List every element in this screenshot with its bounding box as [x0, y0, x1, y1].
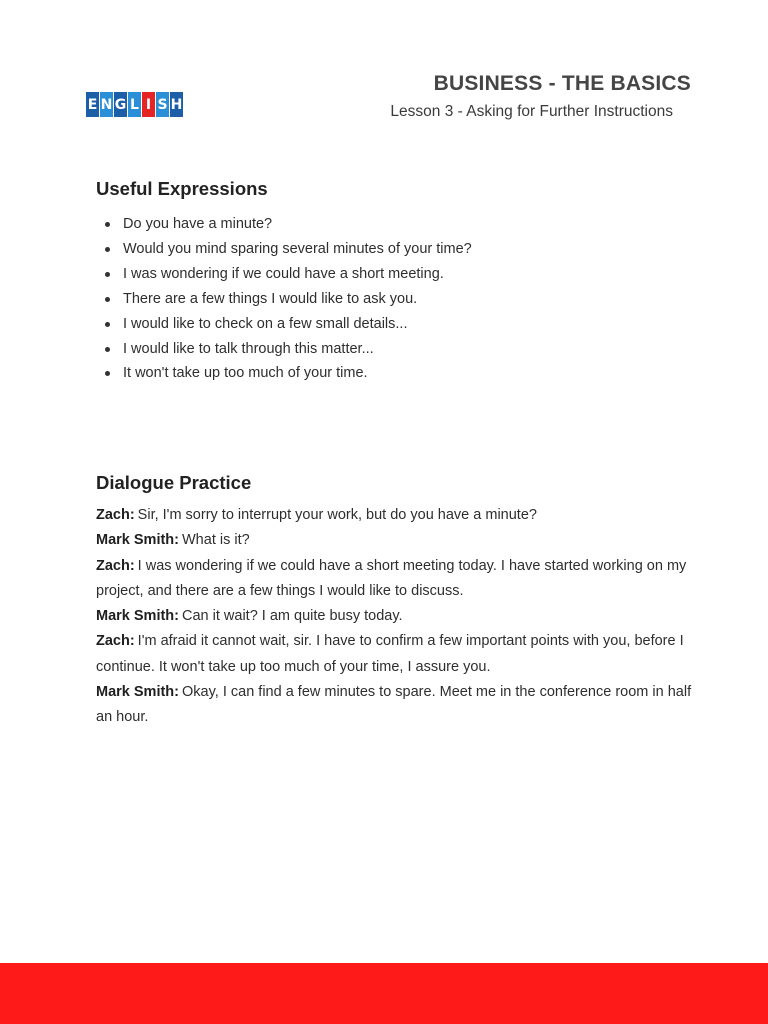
list-item: I would like to check on a few small details... [123, 312, 696, 337]
dialogue-text: Okay, I can find a few minutes to spare. Meet me in the conference room in half an hour. [96, 684, 692, 726]
list-item: I would like to talk through this matter... [123, 337, 696, 362]
dialogue-line [96, 503, 694, 528]
speaker-name: Zach: [96, 557, 135, 574]
dialogue-line [96, 629, 694, 680]
logo-letter-e: E [86, 92, 99, 117]
logo-letter-l: L [128, 92, 141, 117]
dialogue-text: What is it? [182, 532, 250, 549]
list-item: Do you have a minute? [123, 212, 696, 237]
list-item: Would you mind sparing several minutes of your time? [123, 237, 696, 262]
dialogue-practice-heading: Dialogue Practice [96, 472, 252, 493]
speaker-name: Mark Smith: [96, 684, 179, 701]
list-item: It won't take up too much of your time. [123, 361, 696, 386]
useful-expressions-heading: Useful Expressions [96, 178, 268, 199]
dialogue-line [96, 680, 694, 731]
footer-bar [0, 963, 768, 1024]
dialogue-line [96, 554, 694, 605]
speaker-name: Zach: [96, 633, 135, 650]
lesson-subtitle: Lesson 3 - Asking for Further Instructions [390, 103, 673, 120]
dialogue-line [96, 604, 694, 629]
list-item: There are a few things I would like to ask you. [123, 287, 696, 312]
dialogue-text: Can it wait? I am quite busy today. [182, 608, 403, 625]
logo-letter-s: S [156, 92, 169, 117]
dialogue-text: I was wondering if we could have a short meeting today. I have started working on my project, and there are a few things I would like to discuss. [96, 557, 687, 599]
dialogue-lines [96, 503, 694, 731]
speaker-name: Zach: [96, 507, 135, 523]
logo-letter-n: N [100, 92, 113, 117]
english-logo [86, 92, 183, 117]
logo-letter-h: H [170, 92, 183, 117]
useful-expressions-section [96, 178, 696, 386]
logo-letter-i: I [142, 92, 155, 117]
dialogue-practice-section [96, 472, 696, 731]
speaker-name: Mark Smith: [96, 532, 179, 549]
dialogue-text: I'm afraid it cannot wait, sir. I have to confirm a few important points with you, before I continue. It won't take up too much of your time, I assure you. [96, 633, 684, 675]
speaker-name: Mark Smith: [96, 608, 179, 625]
expressions-list [96, 212, 696, 386]
dialogue-text: Sir, I'm sorry to interrupt your work, but do you have a minute? [137, 507, 537, 523]
dialogue-line [96, 528, 694, 553]
logo-letter-g: G [114, 92, 127, 117]
list-item: I was wondering if we could have a short meeting. [123, 262, 696, 287]
page-title: BUSINESS - THE BASICS [433, 72, 691, 95]
